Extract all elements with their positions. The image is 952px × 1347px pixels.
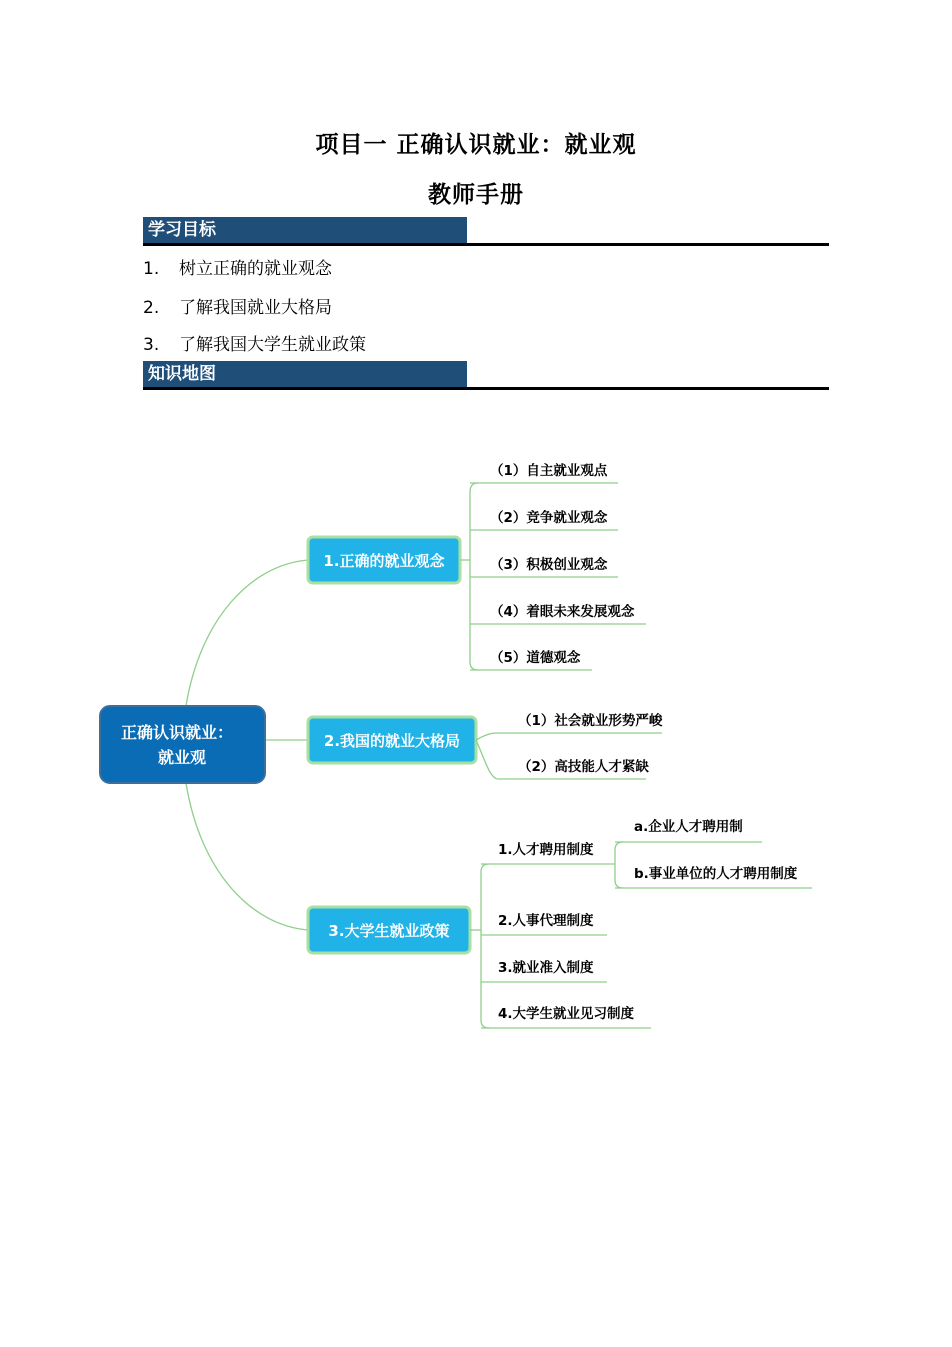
page-title: 项目一 正确认识就业：就业观	[315, 132, 637, 158]
branch-label: 1.正确的就业观念	[323, 552, 445, 570]
sub-leaf-label: a.企业人才聘用制	[634, 819, 743, 835]
leaf-label: 2.人事代理制度	[498, 913, 594, 929]
leaf-label: （4）着眼未来发展观念	[490, 604, 635, 620]
leaf-label: （1）社会就业形势严峻	[518, 713, 663, 729]
leaf-label: （5）道德观念	[490, 650, 581, 666]
leaf-label: 4.大学生就业见习制度	[498, 1006, 635, 1022]
connector-b2-leaf1	[476, 733, 498, 740]
goal-number: 1.	[143, 259, 160, 279]
section-goals-label: 学习目标	[143, 217, 467, 243]
section-map-label: 知识地图	[143, 361, 467, 387]
leaf-label: （1）自主就业观点	[490, 463, 608, 479]
goal-number: 3.	[143, 335, 160, 355]
connector-root-b3	[186, 783, 308, 930]
goal-number: 2.	[143, 298, 160, 318]
connector-b2-leaf2	[476, 740, 498, 779]
connector-b3-bracket	[481, 864, 489, 1028]
leaf-label: 3.就业准入制度	[498, 960, 594, 976]
connector-root-b1	[186, 560, 308, 706]
connector-b3-sub-bracket	[615, 842, 623, 888]
branch-label: 2.我国的就业大格局	[323, 732, 461, 750]
leaf-label: （3）积极创业观念	[490, 557, 608, 573]
branch-label: 3.大学生就业政策	[328, 922, 450, 940]
sub-leaf-label: b.事业单位的人才聘用制度	[634, 866, 798, 882]
leaf-label: 1.人才聘用制度	[498, 842, 594, 858]
root-node	[100, 706, 265, 783]
goal-text: 树立正确的就业观念	[179, 259, 332, 279]
page-subtitle: 教师手册	[428, 182, 524, 208]
root-label-line1: 正确认识就业：	[120, 723, 234, 742]
root-label-line2: 就业观	[157, 748, 207, 767]
leaf-label: （2）高技能人才紧缺	[518, 759, 649, 775]
goal-text: 了解我国就业大格局	[179, 298, 332, 318]
goal-text: 了解我国大学生就业政策	[179, 335, 366, 355]
leaf-label: （2）竞争就业观念	[490, 510, 608, 526]
